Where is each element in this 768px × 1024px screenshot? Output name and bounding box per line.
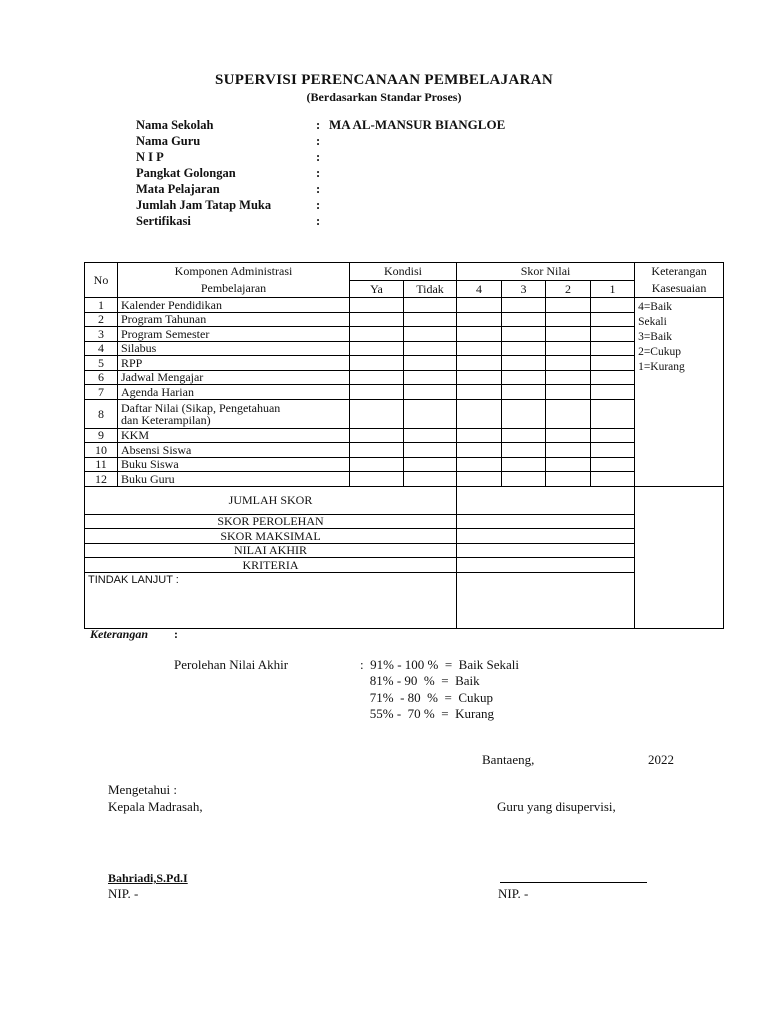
info-colon: :	[316, 198, 321, 212]
info-label: Pangkat Golongan	[136, 166, 236, 180]
cell-skor-3[interactable]	[502, 312, 546, 327]
summary-value-nilai-akhir[interactable]	[457, 543, 635, 558]
cell-skor-2[interactable]	[546, 370, 591, 385]
legend-item: 4=Baik	[638, 301, 673, 313]
row-no: 10	[85, 443, 118, 458]
keterangan-colon: :	[174, 627, 178, 641]
info-label: Jumlah Jam Tatap Muka	[136, 198, 272, 212]
signature-year: 2022	[648, 752, 674, 767]
grading-scale-item: 81% - 90 % = Baik	[360, 673, 480, 689]
cell-ya[interactable]	[350, 457, 404, 472]
cell-tidak[interactable]	[404, 428, 457, 443]
header-keterangan	[635, 263, 724, 298]
cell-skor-1[interactable]	[591, 457, 635, 472]
table-row	[85, 457, 724, 472]
row-komponen: KKM	[118, 428, 350, 443]
cell-skor-4[interactable]	[457, 443, 502, 458]
summary-row-kriteria	[85, 558, 724, 573]
cell-skor-1[interactable]	[591, 443, 635, 458]
cell-skor-2[interactable]	[546, 428, 591, 443]
legend-item: 3=Baik	[638, 331, 673, 343]
table-row	[85, 356, 724, 371]
document-title: SUPERVISI PERENCANAAN PEMBELAJARAN	[214, 72, 554, 88]
cell-skor-1[interactable]	[591, 298, 635, 313]
row-no: 2	[85, 312, 118, 327]
keterangan-label: Keterangan	[90, 627, 149, 641]
cell-skor-3[interactable]	[502, 457, 546, 472]
header-skor-1: 1	[591, 280, 635, 298]
row-komponen: Buku Siswa	[118, 457, 350, 472]
cell-skor-4[interactable]	[457, 341, 502, 356]
cell-skor-2[interactable]	[546, 443, 591, 458]
legend-cell	[635, 298, 724, 487]
header-skor-nilai: Skor Nilai	[457, 263, 635, 281]
summary-row-jumlah-skor	[85, 486, 724, 514]
cell-skor-3[interactable]	[502, 356, 546, 371]
row-komponen-line2: dan Keterampilan)	[121, 412, 211, 427]
kepala-madrasah-label: Kepala Madrasah,	[108, 799, 203, 814]
cell-skor-4[interactable]	[457, 298, 502, 313]
cell-ya[interactable]	[350, 399, 404, 428]
row-no: 5	[85, 356, 118, 371]
cell-skor-3[interactable]	[502, 443, 546, 458]
guru-nip: NIP. -	[498, 886, 529, 901]
cell-skor-4[interactable]	[457, 327, 502, 342]
cell-tidak[interactable]	[404, 327, 457, 342]
cell-skor-1[interactable]	[591, 385, 635, 400]
cell-ya[interactable]	[350, 312, 404, 327]
guru-label: Guru yang disupervisi,	[497, 799, 616, 814]
header-komponen	[118, 263, 350, 298]
info-colon: :	[316, 134, 321, 148]
cell-skor-1[interactable]	[591, 356, 635, 371]
info-label: Nama Sekolah	[136, 118, 214, 132]
cell-tidak[interactable]	[404, 385, 457, 400]
cell-skor-1[interactable]	[591, 312, 635, 327]
table-row	[85, 327, 724, 342]
cell-skor-4[interactable]	[457, 399, 502, 428]
summary-label-skor-perolehan: SKOR PEROLEHAN	[85, 514, 457, 529]
info-colon: :	[316, 182, 321, 196]
info-value-nama-sekolah: MA AL-MANSUR BIANGLOE	[329, 117, 506, 132]
summary-value-skor-perolehan[interactable]	[457, 514, 635, 529]
grading-scale-item: 71% - 80 % = Cukup	[360, 689, 493, 705]
grading-scale-item: : 91% - 100 % = Baik Sekali	[360, 657, 519, 672]
kepala-nip: NIP. -	[108, 886, 139, 901]
cell-skor-2[interactable]	[546, 472, 591, 487]
document-subtitle: (Berdasarkan Standar Proses)	[306, 90, 462, 104]
row-komponen: Kalender Pendidikan	[118, 298, 350, 313]
info-label: Mata Pelajaran	[136, 182, 220, 196]
cell-skor-4[interactable]	[457, 356, 502, 371]
cell-skor-3[interactable]	[502, 370, 546, 385]
summary-row-nilai-akhir	[85, 543, 724, 558]
supervision-table	[84, 262, 724, 629]
table-row	[85, 370, 724, 385]
cell-skor-3[interactable]	[502, 385, 546, 400]
guru-signature-line	[500, 882, 647, 883]
cell-skor-4[interactable]	[457, 385, 502, 400]
tindak-lanjut-label: TINDAK LANJUT :	[88, 573, 179, 586]
summary-row-tindak-lanjut	[85, 572, 724, 628]
cell-tidak[interactable]	[404, 457, 457, 472]
cell-skor-1[interactable]	[591, 472, 635, 487]
row-no: 12	[85, 472, 118, 487]
cell-skor-3[interactable]	[502, 399, 546, 428]
cell-skor-4[interactable]	[457, 457, 502, 472]
cell-ya[interactable]	[350, 385, 404, 400]
info-colon: :	[316, 118, 321, 132]
cell-tidak[interactable]	[404, 399, 457, 428]
row-no: 6	[85, 370, 118, 385]
row-komponen: Jadwal Mengajar	[118, 370, 350, 385]
table-row	[85, 399, 724, 428]
info-label: Nama Guru	[136, 134, 201, 148]
row-no: 3	[85, 327, 118, 342]
cell-ya[interactable]	[350, 472, 404, 487]
info-label: Sertifikasi	[136, 214, 191, 228]
summary-right-blank	[635, 486, 724, 628]
table-row	[85, 472, 724, 487]
row-komponen-line1: Daftar Nilai (Sikap, Pengetahuan	[121, 400, 281, 415]
header-keterangan-line1: Keterangan	[651, 264, 707, 278]
summary-value-kriteria[interactable]	[457, 558, 635, 573]
cell-skor-2[interactable]	[546, 341, 591, 356]
cell-skor-1[interactable]	[591, 428, 635, 443]
cell-skor-3[interactable]	[502, 428, 546, 443]
row-komponen: RPP	[118, 356, 350, 371]
cell-skor-2[interactable]	[546, 327, 591, 342]
cell-skor-2[interactable]	[546, 399, 591, 428]
row-komponen: Program Tahunan	[118, 312, 350, 327]
row-no: 7	[85, 385, 118, 400]
legend-item: 1=Kurang	[638, 361, 685, 373]
cell-tidak[interactable]	[404, 370, 457, 385]
row-no: 1	[85, 298, 118, 313]
kepala-name: Bahriadi,S.Pd.I	[108, 871, 188, 885]
header-tidak: Tidak	[404, 280, 457, 298]
table-row	[85, 341, 724, 356]
cell-skor-3[interactable]	[502, 327, 546, 342]
cell-skor-2[interactable]	[546, 312, 591, 327]
summary-label-jumlah-skor: JUMLAH SKOR	[85, 486, 457, 514]
table-row	[85, 385, 724, 400]
row-komponen: Buku Guru	[118, 472, 350, 487]
summary-value-skor-maksimal[interactable]	[457, 529, 635, 544]
row-no: 9	[85, 428, 118, 443]
header-keterangan-line2: Kasesuaian	[651, 281, 707, 295]
cell-skor-3[interactable]	[502, 298, 546, 313]
header-skor-2: 2	[546, 280, 591, 298]
cell-ya[interactable]	[350, 298, 404, 313]
signature-place: Bantaeng,	[482, 752, 535, 767]
row-komponen: Absensi Siswa	[118, 443, 350, 458]
row-no: 11	[85, 457, 118, 472]
info-colon: :	[316, 166, 321, 180]
summary-label-kriteria: KRITERIA	[85, 558, 457, 573]
cell-skor-1[interactable]	[591, 399, 635, 428]
cell-tidak[interactable]	[404, 443, 457, 458]
table-row	[85, 443, 724, 458]
legend-item: 2=Cukup	[638, 346, 681, 358]
table-row	[85, 428, 724, 443]
cell-skor-4[interactable]	[457, 428, 502, 443]
summary-label-nilai-akhir: NILAI AKHIR	[85, 543, 457, 558]
summary-value-jumlah-skor[interactable]	[457, 486, 635, 514]
info-label: N I P	[136, 150, 164, 164]
perolehan-label: Perolehan Nilai Akhir	[174, 657, 289, 672]
header-no: No	[85, 263, 118, 298]
cell-tidak[interactable]	[404, 356, 457, 371]
cell-ya[interactable]	[350, 443, 404, 458]
table-row	[85, 298, 724, 313]
cell-tidak[interactable]	[404, 341, 457, 356]
grading-scale-item: 55% - 70 % = Kurang	[360, 705, 495, 721]
cell-ya[interactable]	[350, 370, 404, 385]
info-colon: :	[316, 150, 321, 164]
row-komponen: Agenda Harian	[118, 385, 350, 400]
summary-row-skor-perolehan	[85, 514, 724, 529]
cell-tidak[interactable]	[404, 312, 457, 327]
row-komponen: Silabus	[118, 341, 350, 356]
row-komponen	[118, 399, 350, 428]
cell-ya[interactable]	[350, 356, 404, 371]
cell-skor-4[interactable]	[457, 472, 502, 487]
cell-ya[interactable]	[350, 327, 404, 342]
mengetahui-label: Mengetahui :	[108, 782, 177, 797]
summary-label-skor-maksimal: SKOR MAKSIMAL	[85, 529, 457, 544]
header-komponen-line1: Komponen Administrasi	[174, 264, 293, 278]
cell-skor-3[interactable]	[502, 472, 546, 487]
cell-skor-1[interactable]	[591, 370, 635, 385]
tindak-lanjut-cell[interactable]	[85, 572, 457, 628]
cell-ya[interactable]	[350, 341, 404, 356]
row-no: 4	[85, 341, 118, 356]
header-skor-4: 4	[457, 280, 502, 298]
grading-scale	[360, 657, 519, 722]
legend-item: Sekali	[638, 316, 667, 328]
summary-row-skor-maksimal	[85, 529, 724, 544]
cell-skor-4[interactable]	[457, 370, 502, 385]
table-header-row	[85, 263, 724, 281]
cell-tidak[interactable]	[404, 298, 457, 313]
row-komponen: Program Semester	[118, 327, 350, 342]
header-skor-3: 3	[502, 280, 546, 298]
cell-skor-1[interactable]	[591, 327, 635, 342]
tindak-lanjut-value[interactable]	[457, 572, 635, 628]
cell-skor-3[interactable]	[502, 341, 546, 356]
row-no: 8	[85, 399, 118, 428]
cell-skor-4[interactable]	[457, 312, 502, 327]
header-komponen-line2: Pembelajaran	[200, 281, 267, 295]
cell-tidak[interactable]	[404, 472, 457, 487]
cell-skor-2[interactable]	[546, 298, 591, 313]
header-kondisi: Kondisi	[350, 263, 457, 281]
header-ya: Ya	[350, 280, 404, 298]
info-colon: :	[316, 214, 321, 228]
cell-ya[interactable]	[350, 428, 404, 443]
cell-skor-2[interactable]	[546, 385, 591, 400]
cell-skor-2[interactable]	[546, 457, 591, 472]
cell-skor-2[interactable]	[546, 356, 591, 371]
table-row	[85, 312, 724, 327]
cell-skor-1[interactable]	[591, 341, 635, 356]
